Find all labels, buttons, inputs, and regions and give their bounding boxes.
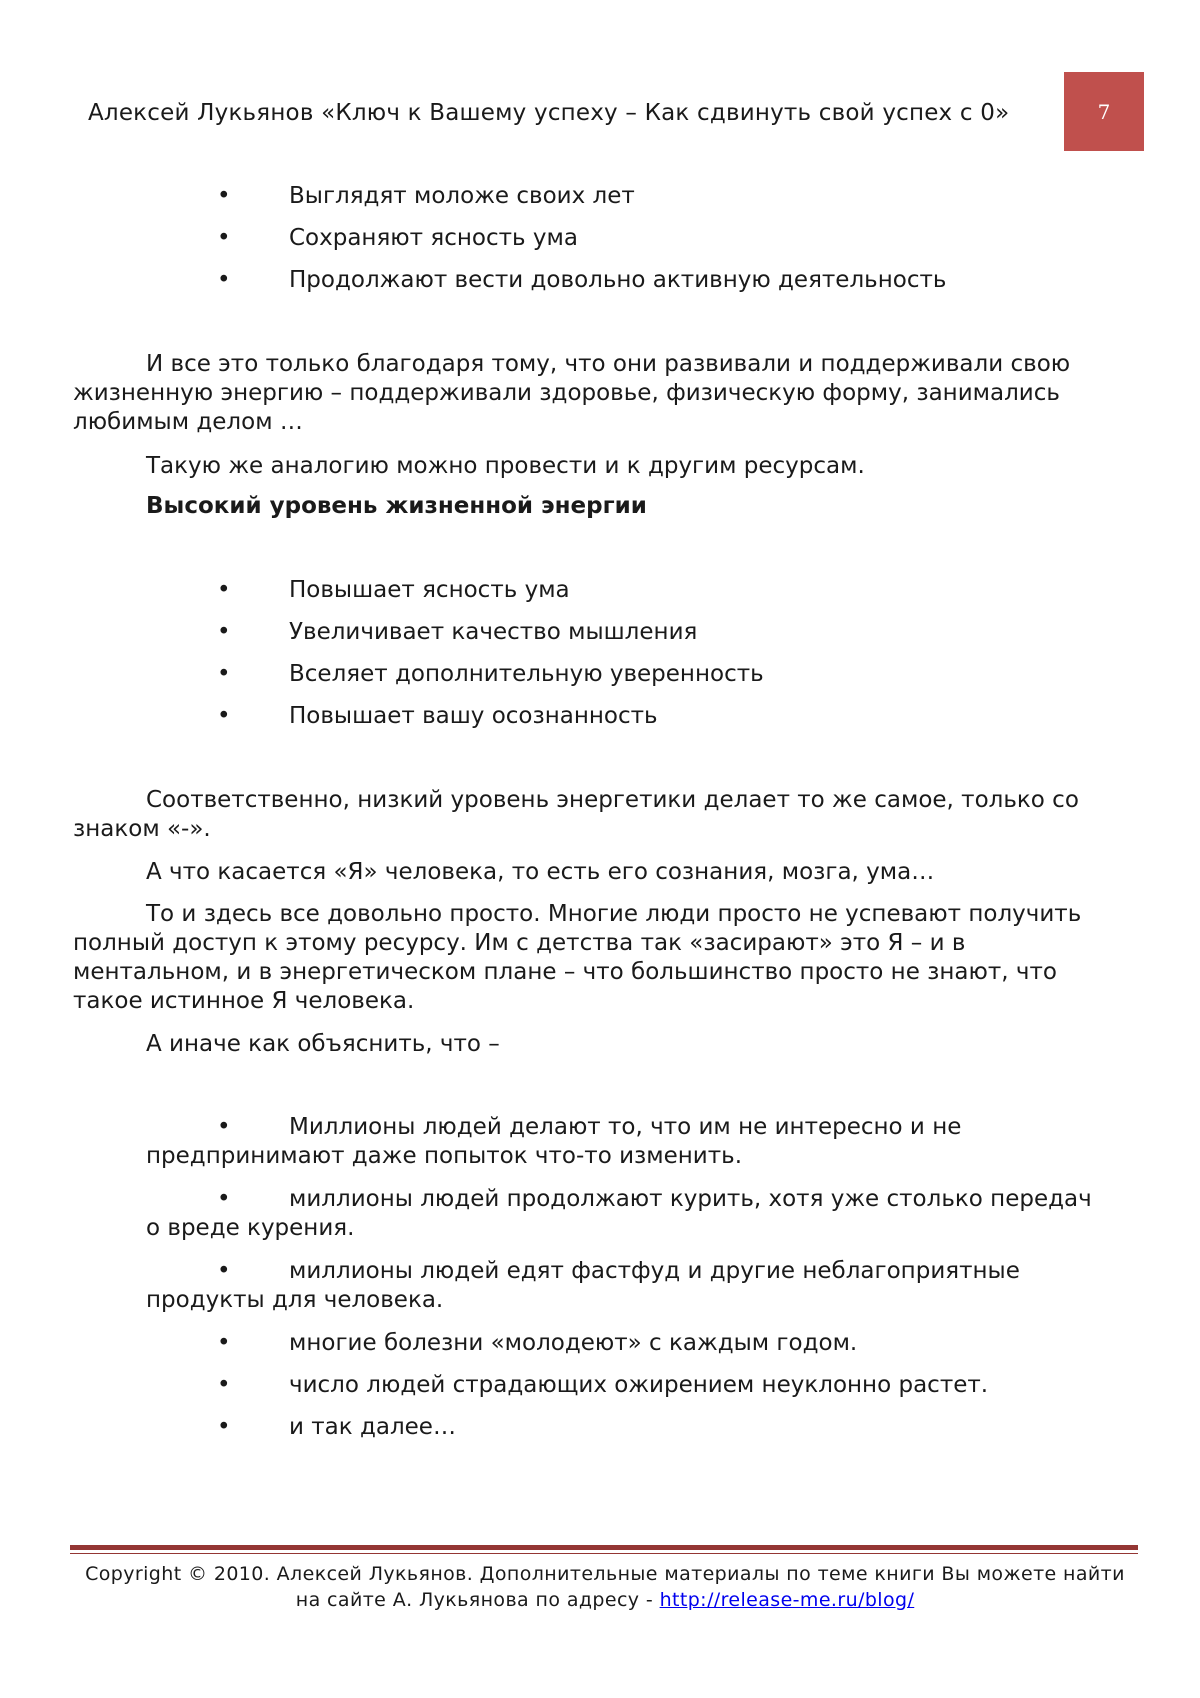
list-item-continuation: о вреде курения. — [146, 1215, 355, 1241]
paragraph: Такую же аналогию можно провести и к другим ресурсам. — [146, 453, 865, 479]
list-item: Продолжают вести довольно активную деятельность — [289, 267, 947, 293]
footer-divider-thin — [70, 1553, 1138, 1554]
paragraph-line: То и здесь все довольно просто. Многие люди просто не успевают получить — [146, 901, 1082, 927]
blog-link[interactable]: http://release-me.ru/blog/ — [659, 1589, 915, 1611]
bullet-icon: • — [217, 619, 231, 645]
list-item: Повышает вашу осознанность — [289, 703, 658, 729]
paragraph: А иначе как объяснить, что – — [146, 1031, 500, 1057]
footer-address-prefix: на сайте А. Лукьянова по адресу - — [295, 1589, 660, 1611]
paragraph-line: знаком «-». — [73, 816, 211, 842]
list-item: Выглядят моложе своих лет — [289, 183, 635, 209]
paragraph-line: Соответственно, низкий уровень энергетики делает то же самое, только со — [146, 787, 1079, 813]
page-number: 7 — [1097, 100, 1111, 124]
bullet-icon: • — [217, 577, 231, 603]
bullet-icon: • — [217, 703, 231, 729]
page-number-badge — [1064, 72, 1144, 151]
paragraph-line: жизненную энергию – поддерживали здоровье, физическую форму, занимались — [73, 380, 1060, 406]
paragraph-line: такое истинное Я человека. — [73, 988, 415, 1014]
bullet-icon: • — [217, 1372, 231, 1398]
footer-divider — [70, 1545, 1138, 1550]
list-item: Повышает ясность ума — [289, 577, 570, 603]
paragraph-line: И все это только благодаря тому, что они развивали и поддерживали свою — [146, 351, 1071, 377]
footer — [60, 1561, 1150, 1613]
bullet-icon: • — [217, 661, 231, 687]
bullet-icon: • — [217, 1258, 231, 1284]
list-item: Увеличивает качество мышления — [289, 619, 698, 645]
paragraph-line: любимым делом … — [73, 409, 303, 435]
bullet-icon: • — [217, 267, 231, 293]
list-item: миллионы людей продолжают курить, хотя уже столько передач — [289, 1186, 1092, 1212]
paragraph: А что касается «Я» человека, то есть его сознания, мозга, ума… — [146, 859, 935, 885]
bullet-icon: • — [217, 1114, 231, 1140]
header-title: Алексей Лукьянов «Ключ к Вашему успеху – Как сдвинуть свой успех с 0» — [88, 100, 1010, 126]
list-item-continuation: предпринимают даже попыток что-то изменить. — [146, 1143, 743, 1169]
bullet-icon: • — [217, 183, 231, 209]
footer-copyright: Copyright © 2010. Алексей Лукьянов. Дополнительные материалы по теме книги Вы можете найти — [85, 1563, 1125, 1585]
bullet-icon: • — [217, 1186, 231, 1212]
list-item: и так далее… — [289, 1414, 456, 1440]
bullet-icon: • — [217, 1330, 231, 1356]
bullet-icon: • — [217, 1414, 231, 1440]
list-item-continuation: продукты для человека. — [146, 1287, 444, 1313]
section-heading: Высокий уровень жизненной энергии — [146, 493, 647, 519]
list-item: число людей страдающих ожирением неуклонно растет. — [289, 1372, 989, 1398]
list-item: многие болезни «молодеют» с каждым годом. — [289, 1330, 858, 1356]
list-item: миллионы людей едят фастфуд и другие неблагоприятные — [289, 1258, 1020, 1284]
list-item: Миллионы людей делают то, что им не интересно и не — [289, 1114, 962, 1140]
list-item: Сохраняют ясность ума — [289, 225, 578, 251]
footer-address-line — [60, 1587, 1150, 1613]
paragraph-line: полный доступ к этому ресурсу. Им с детства так «засирают» это Я – и в — [73, 930, 966, 956]
list-item: Вселяет дополнительную уверенность — [289, 661, 764, 687]
paragraph-line: ментальном, и в энергетическом плане – что большинство просто не знают, что — [73, 959, 1057, 985]
bullet-icon: • — [217, 225, 231, 251]
